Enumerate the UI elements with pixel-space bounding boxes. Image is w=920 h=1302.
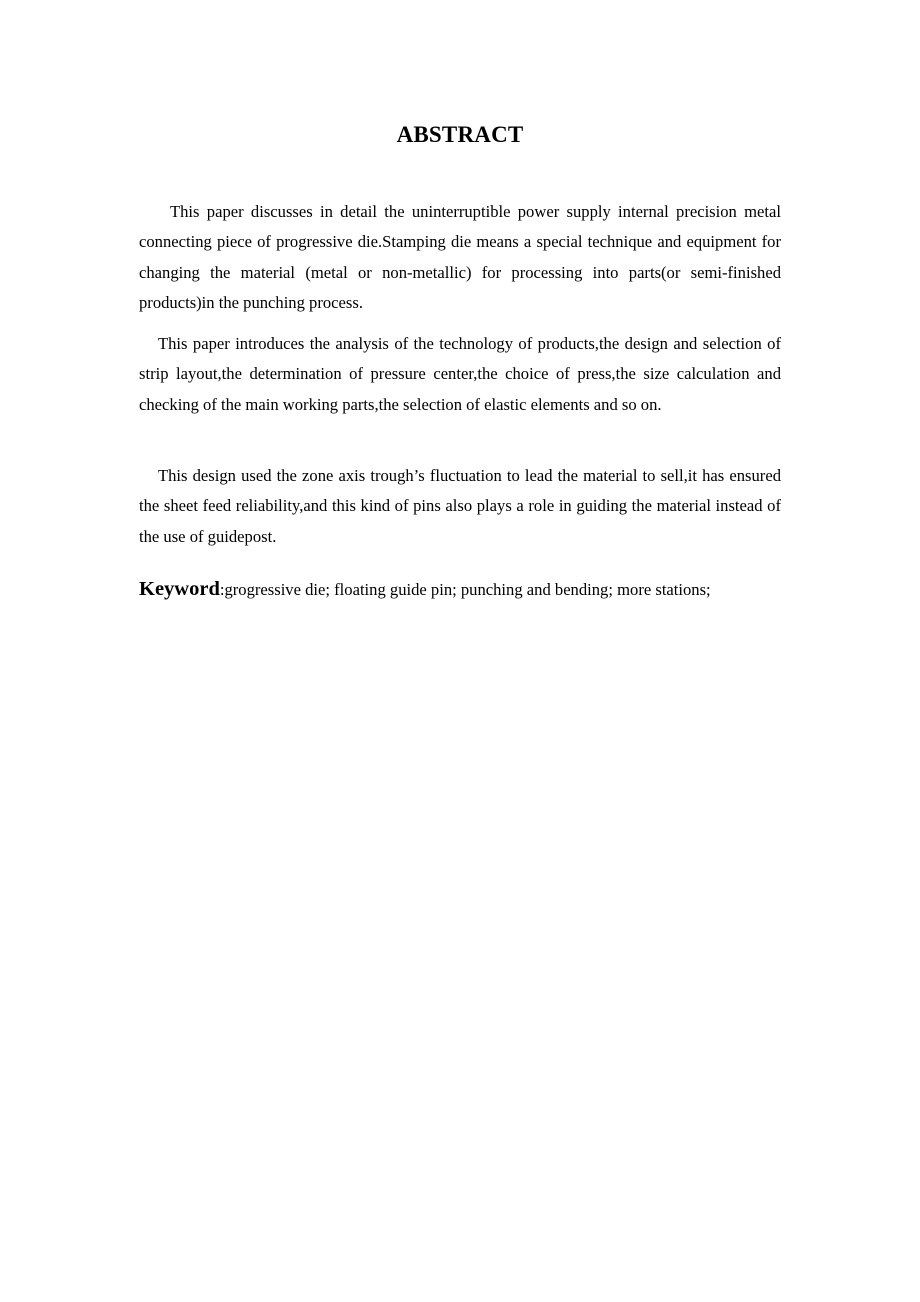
abstract-paragraph-2: This paper introduces the analysis of the technology of products,the design and selection of strip layout,the determination of pressure center,the choice of press,the size calculation and checking of the main working parts,the selection of elastic elements and so on. [139, 334, 781, 414]
keywords-text: :grogressive die; floating guide pin; punching and bending; more stations; [219, 580, 711, 599]
abstract-title: ABSTRACT [396, 122, 524, 147]
keywords-line [139, 574, 799, 605]
abstract-paragraph-3: This design used the zone axis trough’s fluctuation to lead the material to sell,it has ensured the sheet feed reliability,and this kind of pins also plays a role in guiding the material instead of the use of guidepost. [139, 466, 781, 546]
abstract-paragraph-1: This paper discusses in detail the uninterruptible power supply internal precision metal connecting piece of progressive die.Stamping die means a special technique and equipment for changing the material (metal or non-metallic) for processing into parts(or semi-finished products)in the punching process. [139, 202, 781, 312]
keywords-label: Keyword [139, 578, 220, 600]
